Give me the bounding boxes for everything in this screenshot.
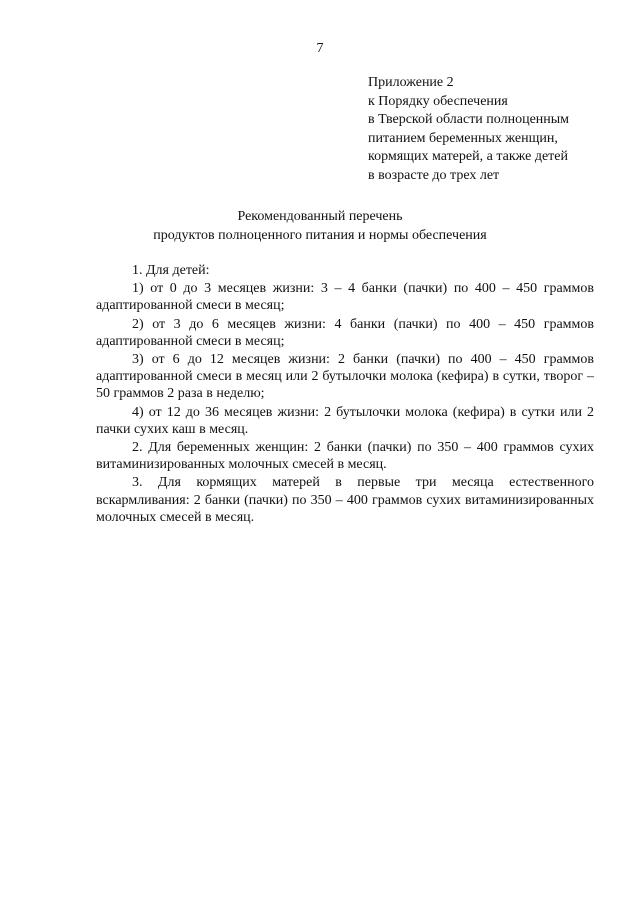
paragraph-item-3-6-months: 2) от 3 до 6 месяцев жизни: 4 банки (пачки) по 400 – 450 граммов адаптированной смеси в месяц; <box>96 316 594 349</box>
document-title-line-1: Рекомендованный перечень <box>237 209 403 224</box>
paragraph-pregnant-women: 2. Для беременных женщин: 2 банки (пачки) по 350 – 400 граммов сухих витаминизированных молочных смесей в месяц. <box>96 440 594 473</box>
document-body <box>96 262 594 527</box>
document-title-line-2: продуктов полноценного питания и нормы обеспечения <box>153 228 487 243</box>
appendix-block <box>368 74 628 186</box>
paragraph-nursing-mothers: 3. Для кормящих матерей в первые три месяца естественного вскармливания: 2 банки (пачки) по 350 – 400 граммов сухих витаминизированных молочных смесей в месяц. <box>96 475 594 525</box>
appendix-line: Приложение 2 <box>368 75 454 90</box>
appendix-line: в Тверской области полноценным <box>368 112 570 128</box>
appendix-line: кормящих матерей, а также детей <box>368 149 568 165</box>
page-number: 7 <box>316 41 324 56</box>
appendix-line: в возрасте до трех лет <box>368 167 500 183</box>
appendix-line: к Порядку обеспечения <box>368 93 508 109</box>
appendix-line: питанием беременных женщин, <box>368 130 558 146</box>
paragraph-item-12-36-months: 4) от 12 до 36 месяцев жизни: 2 бутылочки молока (кефира) в сутки или 2 пачки сухих каш в месяц. <box>96 404 594 437</box>
document-title <box>0 207 640 245</box>
paragraph-children-heading: 1. Для детей: <box>132 263 210 278</box>
paragraph-item-6-12-months: 3) от 6 до 12 месяцев жизни: 2 банки (пачки) по 400 – 450 граммов адаптированной смеси в месяц или 2 бутылочки молока (кефира) в сутки, творог – 50 граммов 2 раза в неделю; <box>96 352 594 402</box>
paragraph-item-0-3-months: 1) от 0 до 3 месяцев жизни: 3 – 4 банки (пачки) по 400 – 450 граммов адаптированной смеси в месяц; <box>96 281 594 314</box>
